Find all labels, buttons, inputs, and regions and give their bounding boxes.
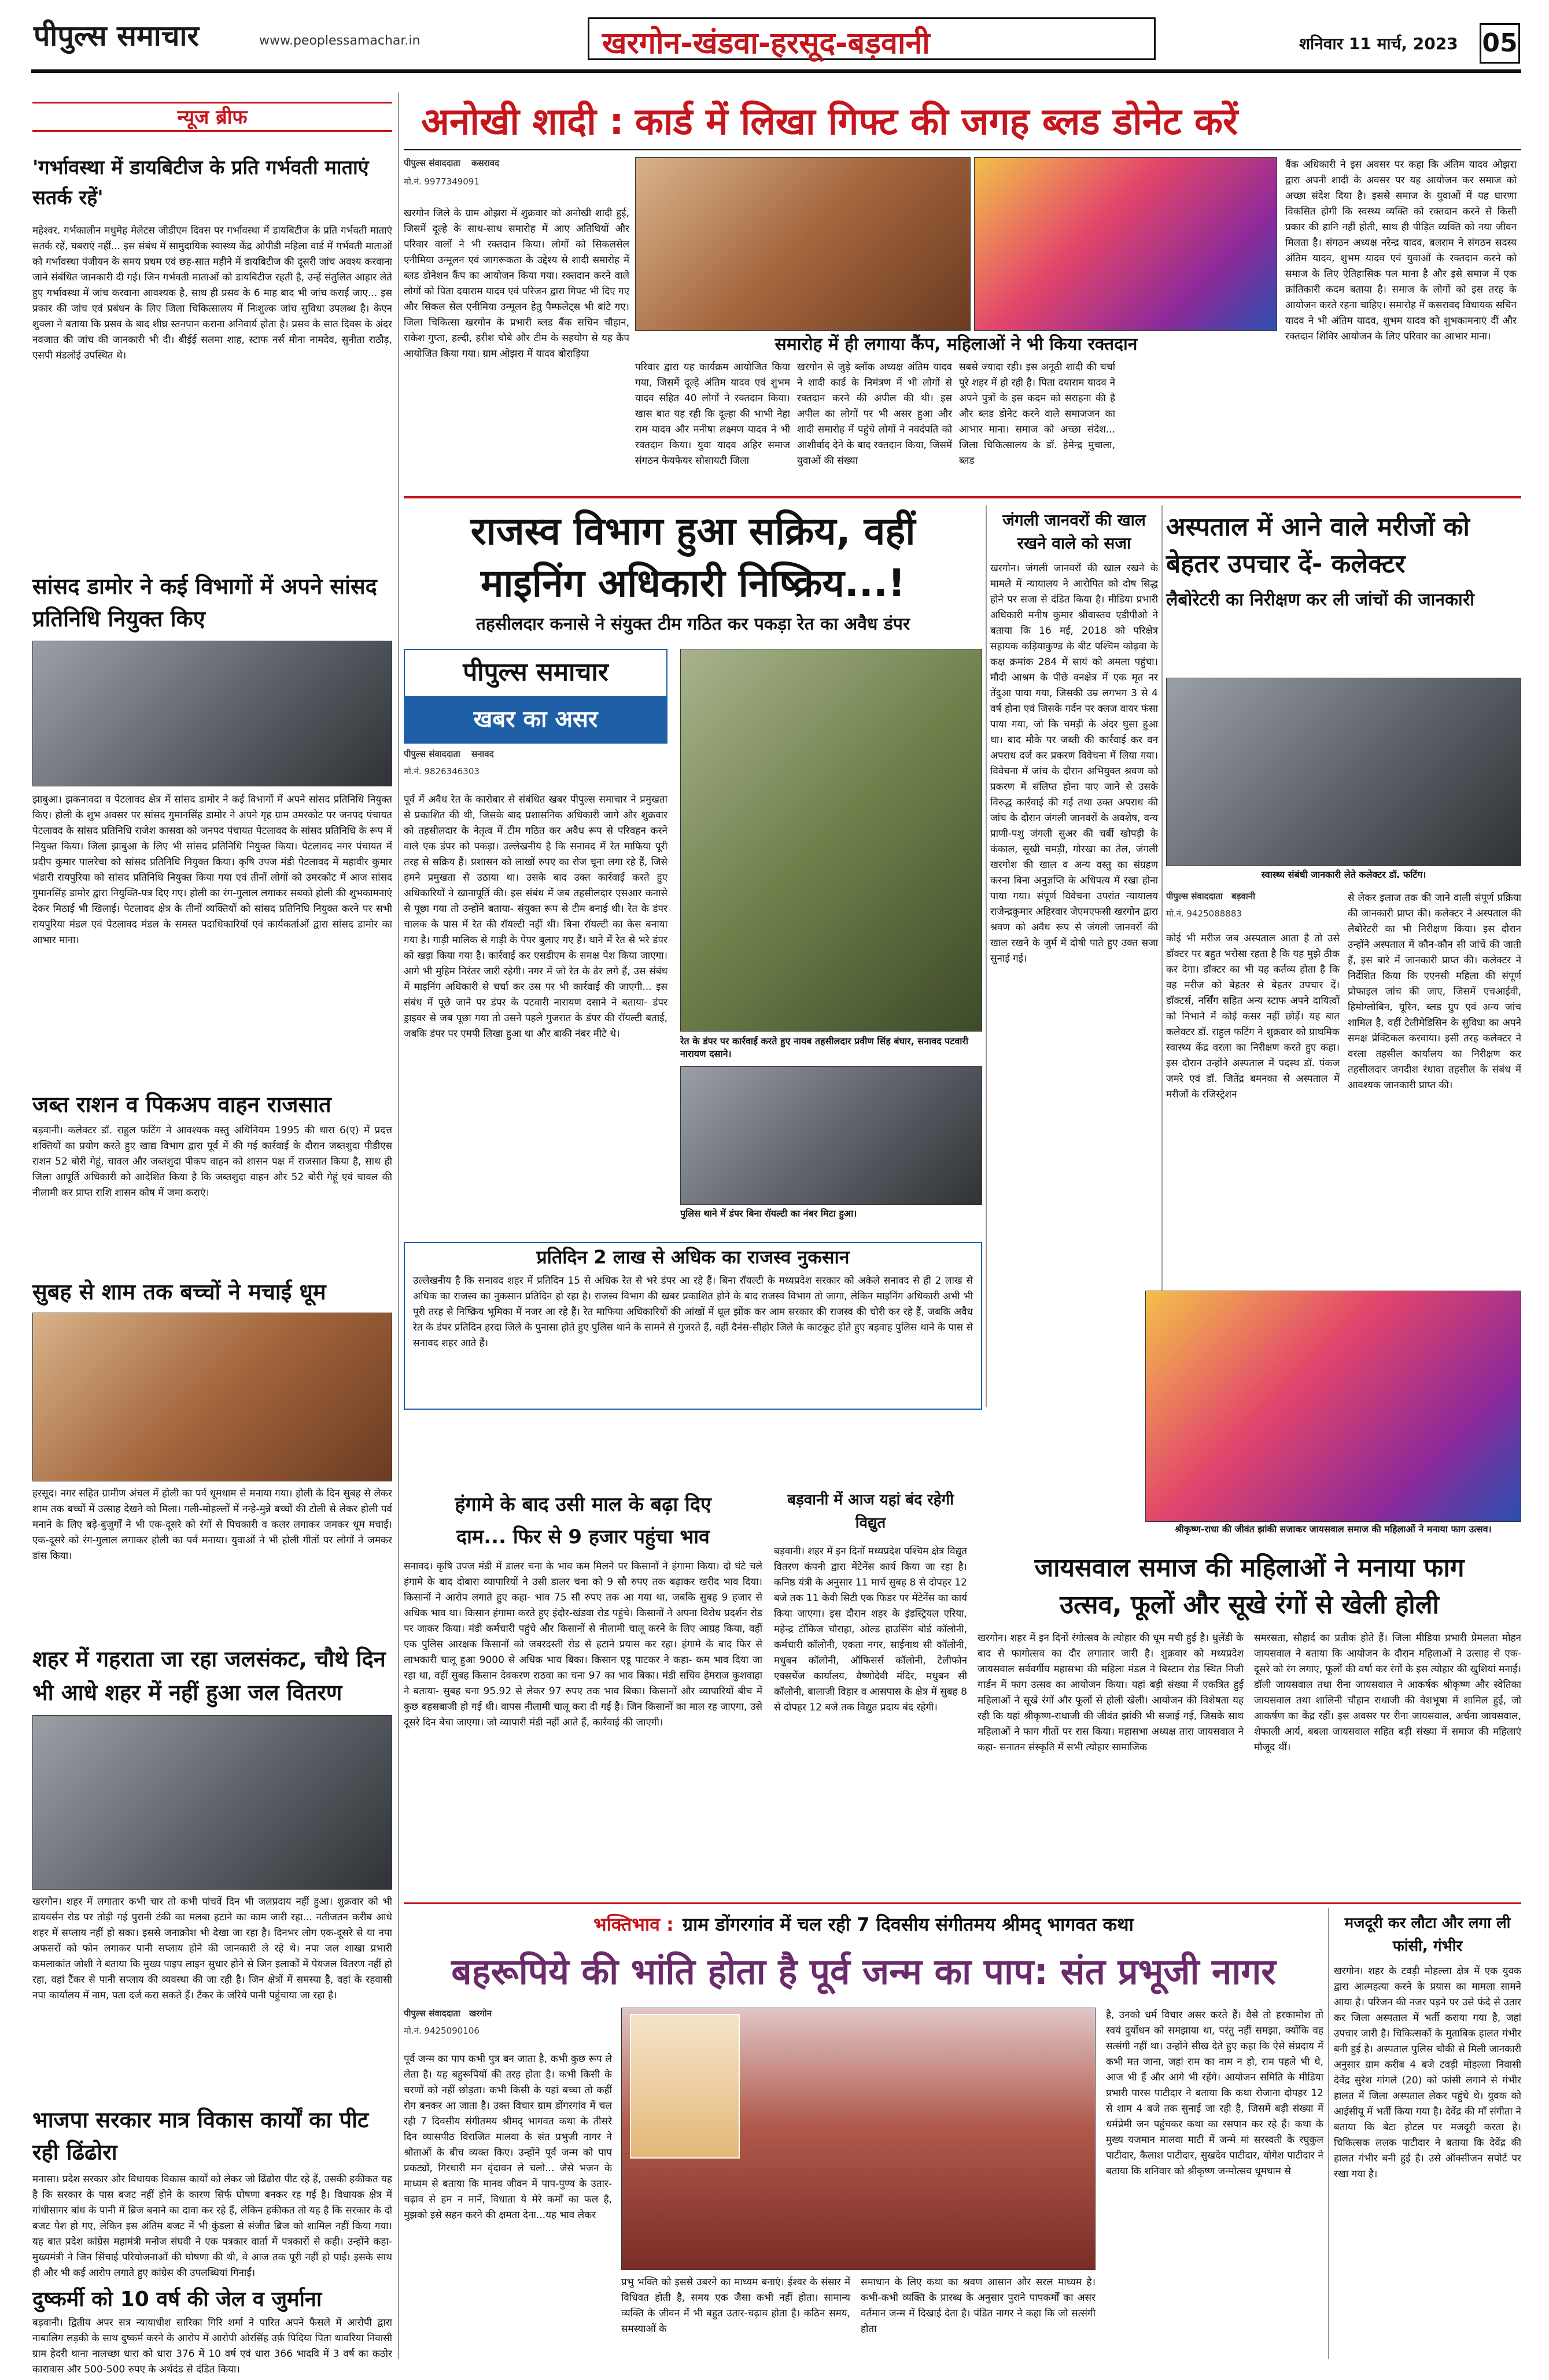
hospital-byline: पीपुल्स संवाददाता xyxy=(1166,891,1223,901)
suicide-headline: मजदूरी कर लौटा और लगा ली फांसी, गंभीर xyxy=(1344,1915,1511,1955)
issue-date: शनिवार 11 मार्च, 2023 xyxy=(1299,34,1458,53)
mp-appointment-photo xyxy=(32,641,392,786)
dumper-photo-caption: रेत के डंपर पर कार्रवाई करते हुए नायब तहसीलदार प्रवीण सिंह बंघार, सनावद पटवारी नारायण दसाने। xyxy=(680,1036,969,1059)
katha-kicker-line xyxy=(404,1912,1323,1939)
suicide-story xyxy=(1334,1908,1521,2367)
hospital-story xyxy=(1166,509,1521,1284)
lead-col5: बैंक अधिकारी ने इस अवसर पर कहा कि अंतिम यादव ओझरा द्वारा अपनी शादी के अवसर पर यह आयोजन कर समाज को अच्छा संदेश दिया है। इससे समाज के युवाओं में यह धारणा विकसित होगी कि स्वस्थ्य व्यक्ति को रक्तदान करने से किसी प्रकार की हानि नहीं होती, साथ ही पीड़ित व्यक्ति को नया जीवन मिलता है। संगठन अध्यक्ष नरेन्द्र यादव, बलराम ने संगठन सदस्य अंतिम यादव, शुभम यादव एवं युवाओं के रक्तदान करने को समाज के लिए ऐतिहासिक पल माना है और इसे समाज में एक क्रांतिकारी कदम बताया है। समाज के लोगों को इस तरह के आयोजन करते रहना चाहिए। समारोह में कसरावद विधायक सचिन यादव ने भी अंतिम यादव, शुभम यादव को शुभकामनाएं दीं और रक्तदान शिविर आयोजन के लिए परिवार का आभार माना। xyxy=(1285,159,1517,342)
hospital-place: बड़वानी xyxy=(1231,891,1255,901)
lead-headline xyxy=(421,95,1520,148)
hospital-headline: अस्पताल में आने वाले मरीजों को बेहतर उपचार दें- कलेक्टर xyxy=(1166,512,1470,579)
lead-rule xyxy=(404,149,1521,150)
mining-byline: पीपुल्स संवाददाता xyxy=(404,749,460,759)
mining-body: पूर्व में अवैध रेत के कारोबार से संबंधित खबर पीपुल्स समाचार ने प्रमुखता से प्रकाशित की थी, जिसके बाद प्रशासनिक अधिकारी जागे और शुक्रवार को तहसीलदार के नेतृत्व में टीम गठित कर अवैध रूप से परिवहन करने वाले एक डंपर को पकड़ा। उल्लेखनीय है कि सनावद में रेत माफिया पूरी तरह से सक्रिय हैं। प्रशासन को लाखों रुपए का रोज चूना लगा रहे हैं, जिसे हमने प्रमुखता से उठाया था। उसके बाद उक्त कार्रवाई करते हुए अधिकारियों ने खानापूर्ति की। इस संबंध में जब तहसीलदार एसआर कनासे से पूछा गया तो उन्होंने बताया- संयुक्त रूप से टीम बनाई थी। रेत के डंपर चालक के पास में रेत की रॉयल्टी नहीं थी। बिना रॉयल्टी का केस बनाया गया है। गाड़ी मालिक से गाड़ी के पेपर बुलाए गए हैं। थाने में रेत से भरे डंपर को खड़ा किया गया है। कार्रवाई कर एसडीएम के समक्ष पेश किया जाएगा। आगे भी मुहिम निरंतर जारी रहेगी। नगर में जो रेत के ढेर लगे हैं, उस संबंध में माइनिंग अधिकारी से चर्चा कर उस पर भी कार्रवाई की जाएगी... इस संबंध में पूछे जाने पर डंपर के पटवारी नारायण दसाने ने बताया- डंपर ड्राइवर से जब पूछा गया तो उसने पहले गुजरात के डंपर की रॉयल्टी बताई, जबकि डंपर पर एमपी लिखा हुआ था और बाकी नंबर मीटे थे। xyxy=(404,794,667,1040)
suicide-body: खरगोन। शहर के टवड़ी मोहल्ला क्षेत्र में एक युवक द्वारा आत्महत्या करने के प्रयास का मामला सामने आया है। परिजन की नजर पड़ने पर उसे फंदे से उतार कर जिला अस्पताल में भर्ती कराया गया है, जहां उपचार जारी है। चिकित्सकों के मुताबिक हालत गंभीर बनी हुई है। अस्पताल पुलिस चौकी से मिली जानकारी अनुसार ग्राम करीब 4 बजे टवड़ी मोहल्ला निवासी देवेंद्र सुरेश गांगले (20) को फांसी लगाने से गंभीर हालत में जिला अस्पताल लेकर पहुंचे थे। युवक को आईसीयू में भर्ती किया गया है। देवेंद्र की माँ संगीता ने बताया कि बेटा होटल पर मजदूरी करता है। चिकित्सक ललक पाटीदार ने बताया कि देवेंद्र की हालत गंभीर बनी हुई है। उसे ऑक्सीजन सपोर्ट पर रखा गया है। xyxy=(1334,1965,1521,2180)
power-headline: बड़वानी में आज यहां बंद रहेगी विद्युत xyxy=(787,1491,954,1532)
brief-7-body: बड़वानी। द्वितीय अपर सत्र न्यायाधीश सारिका गिरि शर्मा ने पारित अपने फैसले में आरोपी द्वारा नाबालिग लड़की के साथ दुष्कर्म करने के आरोप में आरोपी ओरसिंह उर्फ़ पिदिया पिता थावरिया निवासी ग्राम हेदरी थाना नालच्छा धारा को धारा 376 में 10 वर्ष एवं धारा 366 भादवि में 3 वर्ष का कठोर कारावास और 500-500 रुपए के अर्थदंड से दंडित किया। xyxy=(32,2317,392,2375)
logo-text: पीपुल्स समाचार xyxy=(34,19,199,53)
katha-divider xyxy=(1328,1908,1329,2359)
katha-headline: बहरूपिये की भांति होता है पूर्व जन्म का पाप: संत प्रभूजी नागर xyxy=(451,1950,1276,1993)
brief-6-title: भाजपा सरकार मात्र विकास कार्यों का पीट रही ढिंढोरा xyxy=(32,2107,369,2165)
water-crisis-photo xyxy=(32,1715,392,1890)
brief-4-body: हरसूद। नगर सहित ग्रामीण अंचल में होली का पर्व धूमधाम से मनाया गया। होली के दिन सुबह से लेकर शाम तक बच्चों में उत्साह देखने को मिला। गली-मोहल्लों में नन्हे-मुन्ने बच्चों की टोली से लेकर होली पर्व मनाने के लिए बड़े-बुजुर्गों ने भी एक-दूसरे को रंगों से पिचकारी व कलर लगाकर जमकर धूम मचाई। एक-दूसरे को रंग-गुलाल लगाकर होली का पर्व मनाया। युवाओं ने भी होली गीतों पर लोगों ने जमकर डांस किया। xyxy=(32,1488,392,1562)
lead-place: कसरावद xyxy=(471,158,499,168)
katha-col2: प्रभु भक्ति को इससे उबरने का माध्यम बनाएं। ईश्वर के संसार में विधिवत होती है, समय एक जैसा कभी नहीं होता। सामान्य व्यक्ति के जीवन में भी बहुत उतार-चढ़ाव होता है। कठिन समय, समस्याओं के xyxy=(621,2276,850,2335)
lead-byline: पीपुल्स संवाददाता xyxy=(404,158,460,168)
wild-story xyxy=(990,509,1158,1318)
katha-phone: मो.नं. 9425090106 xyxy=(404,2026,480,2036)
hospital-photo-caption: स्वास्थ्य संबंधी जानकारी लेते कलेक्टर डॉ. फटिंग। xyxy=(1261,869,1426,880)
brief-5-body: खरगोन। शहर में लगातार कभी चार तो कभी पांचवें दिन भी जलप्रदाय नहीं हुआ। शुक्रवार को भी डायवर्सन रोड पर तोड़ी गई पुरानी टंकी का मलबा हटाने का काम जारी रहा... नतीजतन करीब आधे शहर में सप्लाय नहीं हो सका। इससे जनाक्रोश भी देखा जा रहा है। दिनभर लोग एक-दूसरे से या नपा अफसरों को फोन लगाकर पानी सप्लाय होने की जानकारी ले रहे थे। नपा जल शाखा प्रभारी कमलाकांत जोशी ने बताया कि मुख्य पाइप लाइन सुधार होने से जिन इलाकों में पेयजल वितरण नहीं हो रहा, वहां टैंकर से पानी सप्लाय की व्यवस्था की जा रही है। जिन क्षेत्रों में समस्या है, वहां के रहवासी नपा कार्यालय में नाम, पता दर्ज करा सकते हैं। टैंकर के जरिये पानी पहुंचाया जा रहा है। xyxy=(32,1896,392,2001)
saint-portrait xyxy=(630,2014,740,2159)
dumper-photo xyxy=(680,649,982,1032)
lead-col1: खरगोन जिले के ग्राम ओझरा में शुक्रवार को अनोखी शादी हुई, जिसमें दूल्हे के साथ-साथ समारोह में आए अतिथियों और परिवार वालों ने भी रक्तदान किया। लोगों को सिकलसेल एनीमिया उन्मूलन एवं जागरूकता के उद्देश्य से शादी समारोह में ब्लड डोनेशन कैंप का आयोजन किया गया। रक्तदान करने वाले लोगों को पिता दयाराम यादव एवं परिजन द्वारा गिफ्ट भी दिए गए और सिकल सेल एनीमिया उन्मूलन हेतु पैम्फलेट्स भी बांटे गए। जिला चिकित्सा खरगोन के प्रभारी ब्लड बैंक सचिन चौहान, राकेश गुप्ता, हल्दी, हरीश चौबे और टीम के सहयोग से यह कैंप आयोजित किया गया। ग्राम ओझरा में यादव बोराड़िया xyxy=(404,208,629,360)
power-body: बड़वानी। शहर में इन दिनों मध्यप्रदेश पश्चिम क्षेत्र विद्युत वितरण कंपनी द्वारा मेंटेनेंस कार्य किया जा रहा है। कनिष्ठ यंत्री के अनुसार 11 मार्च सुबह 8 से दोपहर 12 बजे तक 11 केवी सिटी एक फिडर पर मेंटेनेंस का कार्य किया जाएगा। इस दौरान शहर के इंडस्ट्रियल एरिया, महेन्द्र टॉकिज चौराहा, ओल्ड हाउसिंग बोर्ड कॉलोनी, कर्मचारी कॉलोनी, एकता नगर, साईनाथ सी कॉलोनी, मधुबन कॉलोनी, ऑफिसर्स कॉलोनी, टेलीफोन एक्सचेंज कार्यालय, वैष्णोदेवी मंदिर, मधुबन सी कॉलोनी, बालाजी विहार व आसपास के क्षेत्र में सुबह 8 से दोपहर 12 बजे तक विद्युत प्रदाय बंद रहेगी। xyxy=(774,1546,967,1713)
brief-1-body: महेश्वर. गर्भकालीन मधुमेह मेलेटस जीडीएम दिवस पर गर्भावस्था में डायबिटीज के प्रति गर्भवती माताएं सतर्क रहें, घबराएं नहीं... इस संबंध में सामुदायिक स्वास्थ्य केंद्र ओपीडी महिला वार्ड में गर्भवती माताओं को गर्भावस्था पंजीयन के समय प्रथम एवं छह-सात महीने में डायबिटीज की दूसरी जांच अवश्य करवाना जाने संबंधित जानकारी दी गई। जिन गर्भवती माताओं को डायबिटीज रहती है, उन्हें संतुलित आहार लेते हुए गर्भावस्था में जांच करवाना आवश्यक है, साथ ही प्रसव के 6 माह बाद भी जांच कराई जाए... इस प्रकार की जांच एवं प्रबंधन के लिए जिला चिकित्सालय में निःशुल्क जांच सुविधा उपलब्ध है। केएन शुक्ला ने बताया कि प्रसव के बाद शीघ्र स्तनपान कराना अनिवार्य होता है। प्रसव के सात दिवस के अंदर नवजात की जांच की जानकारी भी दी। बीईई सलमा शाह, स्टाफ नर्स मीना नामदेव, सुनीता राठौड़, एसपी मंडलोई उपस्थित थे। xyxy=(32,225,392,361)
page-number: 05 xyxy=(1482,28,1518,58)
brief-column xyxy=(32,93,392,2353)
katha-col1: पूर्व जन्म का पाप कभी पुत्र बन जाता है, कभी कुछ रूप ले लेता है। यह बहुरूपियों की तरह होता है। कभी किसी के चरणों को नहीं छोड़ता। कभी किसी के यहां बच्चा तो कहीं रोग बनकर आ जाता है। उक्त विचार ग्राम डोंगरगांव में चल रही 7 दिवसीय संगीतमय श्रीमद् भागवत कथा के तीसरे दिन व्यासपीठ विराजित मालवा के संत प्रभुजी नागर ने श्रोताओं के बीच व्यक्त किए। उन्होंने पूर्व जन्म को पाप प्रकट्यों, गिरधारी मन वृंदावन ले चलो... जैसे भजन के माध्यम से बताया कि मानव जीवन में पाप-पुण्य के उतार-चढ़ाव से हम न मानें, विधाता ये मेरे कर्मों का फल है, मुझको इसे सहन करने की क्षमता देना...यह भाव लेकर xyxy=(404,2053,612,2221)
lead-byline-block xyxy=(404,157,629,198)
lead-photo-right xyxy=(974,157,1277,331)
lead-kicker: अनोखी शादी : xyxy=(421,101,624,143)
mining-subhead: तहसीलदार कनासे ने संयुक्त टीम गठित कर पकड़ा रेत का अवैध डंपर xyxy=(475,614,910,634)
brief-6-body: मनासा। प्रदेश सरकार और विधायक विकास कार्यों को लेकर जो ढिंढोरा पीट रहे हैं, उसकी हकीकत यह है कि सरकार के पास बजट नहीं होने के कारण सिर्फ घोषणा बनकर रह गई है। विधायक क्षेत्र में गांधीसागर बांध के पानी में ब्रिज बनाने का दावा कर रहे हैं, लेकिन हकीकत तो यह है कि सरकार के दो बजट पेश हो गए, लेकिन इस अंतिम बजट में भी कुंडला से संजीत ब्रिज को शामिल नहीं किया गया। यह बात प्रदेश कांग्रेस महामंत्री मनोज संघवी ने एक पत्रकार वार्ता में पत्रकारों से कही। उन्होंने कहा- मुख्यमंत्री ने जिन सिंचाई परियोजनाओं की घोषणा की थी, वे आज तक पूरी नहीं हो पाईं। इसके साथ ही और भी कई आरोप लगाते हुए कांग्रेस की उपलब्धियां गिनाईं। xyxy=(32,2174,392,2279)
katha-col4: है, उनको धर्म विचार असर करते हैं। वैसे तो हरकामोश तो स्वयं दुर्योधन को समझाया था, परंतु नहीं समझा, क्योंकि वह सत्संगी नहीं था। उन्होंने सीख देते हुए कहा कि ऐसे संप्रदाय में कभी मत जाना, जहां राम का नाम न हो, राम पहले भी थे, आज भी हैं और आगे भी रहेंगे। आयोजन समिति के मीडिया प्रभारी पारस पाटीदार ने बताया कि कथा रोजाना दोपहर 12 से शाम 4 बजे तक सुनाई जा रही है, जिसमें बड़ी संख्या में धर्मप्रेमी जन पहुंचकर कथा का रसपान कर रहे हैं। कथा के मुख्य यजमान मालवा माटी में जन्मे मां सरस्वती के रघुकुल पाटीदार, कैलाश पाटीदार, सुखदेव पाटीदार, योगेश पाटीदार ने बताया कि शनिवार को श्रीकृष्ण जन्मोत्सव धूमधाम से xyxy=(1106,2009,1323,2177)
brief-3-body: बड़वानी। कलेक्टर डॉ. राहुल फटिंग ने आवश्यक वस्तु अधिनियम 1995 की धारा 6(ए) में प्रदत्त शक्तियों का प्रयोग करते हुए खाद्य विभाग द्वारा पूर्व में की गई कार्रवाई के दौरान जब्तशुदा पीडीएस राशन 52 बोरी गेहूं, चावल और जब्तशुदा पीकप वाहन को शासन पक्ष में राजसात किया है, साथ ही जिला आपूर्ति अधिकारी को आदेशित किया है कि जब्तशुदा वाहन और 52 बोरी गेहूं एवं चावल की नीलामी कर प्राप्त राशि शासन कोष में जमा कराएं। xyxy=(32,1125,392,1199)
jaiswal-headline-2: उत्सव, फूलों और सूखे रंगों से खेली होली xyxy=(1060,1590,1439,1620)
katha-byline: पीपुल्स संवाददाता xyxy=(404,2008,460,2019)
lead-caption-text: समारोह में ही लगाया कैंप, महिलाओं ने भी किया रक्तदान xyxy=(774,334,1138,354)
katha-kicker: भक्तिभाव : xyxy=(593,1913,674,1935)
brief-2-title: सांसद डामोर ने कई विभागों में अपने सांसद प्रतिनिधि नियुक्त किए xyxy=(32,574,377,631)
impact-box xyxy=(404,649,667,744)
wild-headline: जंगली जानवरों की खाल रखने वाले को सजा xyxy=(1002,511,1146,553)
mining-phone: मो.नं. 9826346303 xyxy=(404,766,480,777)
revenue-loss-box xyxy=(404,1242,982,1410)
price-story xyxy=(404,1488,762,1882)
impact-label: खबर का असर xyxy=(405,696,666,742)
katha-col3: समाधान के लिए कथा का श्रवण आसान और सरल माध्यम है। कभी-कभी व्यक्ति के प्रारब्ध के अनुसार पुराने पापकर्मों का असर वर्तमान जन्म में दिखाई देता है। पंडित नागर ने कहा कि जो सत्संगी होता xyxy=(861,2276,1096,2335)
lead-photo-caption xyxy=(635,332,1277,357)
brief-2-body: झाबुआ। झकनावदा व पेटलावद क्षेत्र में सांसद डामोर ने कई विभागों में अपने सांसद प्रतिनिधि नियुक्त किए। होली के शुभ अवसर पर सांसद गुमानसिंह डामोर ने अपने गृह ग्राम उमरकोट पर जनपद पंचायत पेटलावद के सांसद प्रतिनिधि राजेश कासवा को जनपद पंचायत पेटलावद के सांसद प्रतिनिधि के रूप में नियुक्त किया। जिला झाबुआ के लिए भी सांसद प्रतिनिधि नियुक्त किया। पेटलावद नगर पंचायत में प्रदीप कुमार पालरेचा को सांसद प्रतिनिधि नियुक्त किया। कृषि उपज मंडी पेटलावद में महावीर कुमार भंडारी रायपुरिया को सांसद प्रतिनिधि नियुक्त किया गया एवं तीनों लोगों को उमरकोट में आज सांसद गुमानसिंह डामोर द्वारा नियुक्ति-पत्र दिए गए। होली का रंग-गुलाल लगाकर सबको होली की शुभकामनाएं देकर मिठाई भी खिलाई। पेटलावद क्षेत्र के तीनों व्यक्तियों को सांसद प्रतिनिधि नियुक्त करने पर सभी रायपुरिया मंडल एवं पेटलावद मंडल के समस्त पदाधिकारियों एवं कार्यकर्ताओं द्वारा सांसद डामोर का आभार माना। xyxy=(32,794,392,946)
brief-3-title: जब्त राशन व पिकअप वाहन राजसात xyxy=(32,1092,331,1117)
masthead-logo xyxy=(34,13,253,53)
mining-divider xyxy=(986,505,987,1407)
hospital-subhead: लैबोरेटरी का निरीक्षण कर ली जांचों की जानकारी xyxy=(1166,590,1474,610)
katha-top-rule xyxy=(404,1902,1521,1904)
katha-place: खरगोन xyxy=(469,2008,492,2019)
brief-7 xyxy=(32,2285,392,2375)
jaiswal-headline-1: जायसवाल समाज की महिलाओं ने मनाया फाग xyxy=(1034,1553,1465,1583)
katha-story xyxy=(404,1908,1323,2367)
police-station-photo xyxy=(680,1066,982,1205)
page-number-box xyxy=(1480,23,1520,64)
impact-logo: पीपुल्स समाचार xyxy=(463,657,608,687)
katha-kicker-text: ग्राम डोंगरगांव में चल रही 7 दिवसीय संगीतमय श्रीमद् भागवत कथा xyxy=(682,1913,1134,1935)
wild-body: खरगोन। जंगली जानवरों की खाल रखने के मामले में न्यायालय ने आरोपित को दोष सिद्ध होने पर सजा से दंडित किया है। मीडिया प्रभारी अधिकारी मनीष कुमार श्रीवास्तव एडीपीओ ने बताया कि 16 मई, 2018 को परिक्षेत्र सहायक कड़ियाकुण्ड के बीट पश्चिम कोढ़वा के कक्ष क्रमांक 284 में सायं को अमला पहुंचा। मौदी आश्रम के पीछे वनक्षेत्र में एक मृत नर तेंदुआ पाया गया, जिसकी उम्र लगभग 3 से 4 वर्ष होना एवं जिसके गर्दन पर क्लज वायर फंसा पाया गया, जो कि चमड़ी के अंदर घुसा हुआ था। बाद मौके पर जब्ती की कार्रवाई कर वन अपराध दर्ज कर प्रकरण विवेचना में लिया गया। विवेचना में जांच के दौरान अभियुक्त श्रवण को प्रकरण में संलिप्त होना पाए जाने से उसके विरुद्ध कार्रवाई की गई तथा उक्त अपराध की जांच के दौरान जंगली जानवरों के अवशेष, वन्य प्राणी-पशु जंगली सुअर की चर्बी खोपड़ी के कंकाल, सूखी चमड़ी, गोरखा का तेल, जंगली खरगोश की खाल व अन्य वस्तु का संग्रहण करना बिना अनुज्ञप्ति के अधिपत्य में रखा होना पाया गया। संपूर्ण विवेचना उपरांत न्यायालय राजेन्द्रकुमार अहिरवार जेएमएफसी खरगोन द्वारा श्रवण को अवैध रूप से जंगली जानवरों की खाल रखने के जुर्म में दोषी पाते हुए उक्त सजा सुनाई गई। xyxy=(990,563,1158,964)
brief-5-title: शहर में गहराता जा रहा जलसंकट, चौथे दिन भी आधे शहर में नहीं हुआ जल वितरण xyxy=(32,1646,386,1705)
lead-bottom-rule xyxy=(404,496,1521,498)
jaiswal-photo-caption: श्रीकृष्ण-राधा की जीवंत झांकी सजाकर जायसवाल समाज की महिलाओं ने मनाया फाग उत्सव। xyxy=(1175,1524,1492,1535)
lead-story xyxy=(404,93,1521,467)
brief-1-title: 'गर्भावस्था में डायबिटीज के प्रति गर्भवती माताएं सतर्क रहें' xyxy=(32,156,369,209)
lead-phone: मो.नं. 9977349091 xyxy=(404,176,480,187)
price-body: सनावद। कृषि उपज मंडी में डालर चना के भाव कम मिलने पर किसानों ने हंगामा किया। दो घंटे चले हंगामे के बाद दोबारा व्यापारियों ने उसी डालर चना को 9 सौ रुपए तक बढ़ाकर खरीद भाव दिया। किसानों ने आरोप लगाते हुए कहा- भाव 75 सौ रुपए तक आ गया था, जबकि सुबह 9 हजार से अधिक भाव था। किसान हंगामा करते हुए इंदौर-खंडवा रोड पहुंचे। किसानों ने अपना विरोध प्रदर्शन रोड पर जाकर किया। मंडी कर्मचारी पहुंचे और किसानों से नीलामी चालू करने के लिए आग्रह किया, वहीं एक पुलिस आरक्षक किसानों को जबरदस्ती रोड से हटाने प्रयास कर रहा। हंगामे के बाद फिर से लाभकारी चालू हुआ 9000 से अधिक भाव बिका। किसान एडू पाटकर ने कहा- कम भाव दिया जा रहा था, वहीं सुबह किसान देवकरण राठवा का चना 97 का भाव बिका। मंडी सचिव हेमराज कुशवाहा ने बताया- सुबह चना 95.92 से लेकर 97 रुपए तक भाव बिका। किसानों और व्यापारियों बीच में कुछ बहसबाजी हो गई थी। वापस नीलामी चालू करा दी गई है। जिन किसानों का माल रह जाएगा, उसे दूसरे दिन बेचा जाएगा। जो व्यापारी मंडी नहीं आते हैं, कार्रवाई की जाएगी। xyxy=(404,1561,762,1728)
brief-header xyxy=(32,102,392,132)
edition-banner xyxy=(588,17,1156,60)
revenue-box-title: प्रतिदिन 2 लाख से अधिक का राजस्व नुकसान xyxy=(405,1243,981,1271)
jaiswal-story xyxy=(978,1550,1521,1908)
lead-col2: परिवार द्वारा यह कार्यक्रम आयोजित किया गया, जिसमें दूल्हे अंतिम यादव एवं शुभम यादव सहित 40 लोगों ने रक्तदान किया। खास बात यह रही कि दूल्हा की भाभी नेहा राम यादव और मनीषा लक्ष्मण यादव ने भी रक्तदान किया। युवा यादव अहिर समाज संगठन फेयफेयर सोसायटी जिला xyxy=(635,361,790,467)
mining-headline-1: राजस्व विभाग हुआ सक्रिय, वहीं xyxy=(470,509,916,553)
hospital-col1: कोई भी मरीज जब अस्पताल आता है तो उसे डॉक्टर पर बहुत भरोसा रहता है कि यह मुझे ठीक कर देगा। डॉक्टर का भी यह कर्तव्य होता है कि वह मरीज को बेहतर से बेहतर उपचार दें। डॉक्टर्स, नर्सिंग सहित अन्य स्टाफ अपने दायित्वों को निभाने में कोई कसर नहीं छोड़ें। यह बात कलेक्टर डॉ. राहुल फटिंग ने शुक्रवार को प्राथमिक स्वास्थ्य केंद्र वरला का निरीक्षण करते हुए कहा। इस दौरान उन्होंने अस्पताल में पदस्थ डॉ. पंकज जमरे एवं डॉ. जितेंद्र बमनका से अस्पताल में मरीजों के रजिस्ट्रेशन xyxy=(1166,933,1340,1100)
column-divider xyxy=(398,93,399,2359)
price-headline-2: दाम... फिर से 9 हजार पहुंचा भाव xyxy=(456,1525,710,1549)
edition-title: खरगोन-खंडवा-हरसूद-बड़वानी xyxy=(602,26,930,61)
masthead-url: www.peoplessamachar.in xyxy=(259,34,421,48)
lead-col3: खरगोन से जुड़े ब्लॉक अध्यक्ष अंतिम यादव ने शादी कार्ड के निमंत्रण में भी लोगों से रक्तदान करने की अपील की थी। इस अपील का लोगों पर भी असर हुआ और शादी समारोह में पहुंचे लोगों ने नवदंपति को आशीर्वाद देने के बाद रक्तदान किया, जिसमें युवाओं की संख्या xyxy=(797,361,952,467)
police-photo-caption: पुलिस थाने में डंपर बिना रॉयल्टी का नंबर मिटा हुआ। xyxy=(680,1208,857,1219)
mining-story xyxy=(404,505,982,1465)
holi-children-photo xyxy=(32,1313,392,1481)
lead-photo-left xyxy=(635,157,971,331)
jaiswal-photo xyxy=(1145,1291,1521,1522)
power-story xyxy=(774,1488,967,1882)
katha-byline-block xyxy=(404,2008,612,2048)
jaiswal-col1: खरगोन। शहर में इन दिनों रंगोत्सव के त्योहार की धूम मची हुई है। धुलेंडी के बाद से फागोत्सव का दौर लगातार जारी है। शुक्रवार को मध्यप्रदेश जायसवाल सर्ववर्गीय महासभा की महिला मंडल ने बिस्टान रोड स्थित निजी गार्डन में फाग उत्सव का आयोजन किया। यहां बड़ी संख्या में एकत्रित हुई महिलाओं ने सूखे रंगों और फूलों से होली खेली। आयोजन की विशेषता यह रही कि यहां श्रीकृष्ण-राधाजी की जीवंत झांकी भी सजाई गई, जिसके साथ महिलाओं ने फाग गीतों पर रास किया। महासभा अध्यक्ष तारा जायसवाल ने कहा- सनातन संस्कृति में सभी त्योहार सामाजिक xyxy=(978,1632,1244,1753)
revenue-box-text: उल्लेखनीय है कि सनावद शहर में प्रतिदिन 15 से अधिक रेत से भरे डंपर आ रहे हैं। बिना रॉयल्टी के मध्यप्रदेश सरकार को अकेले सनावद से ही 2 लाख से अधिक का राजस्व का नुकसान प्रतिदिन हो रहा है। राजस्व विभाग की खबर प्रकाशित होने के बाद राजस्व विभाग तो जागा, लेकिन माइनिंग अधिकारी अभी भी पूरी तरह से निष्क्रिय भूमिका में नजर आ रहे हैं। रेत माफिया अधिकारियों की आंखों में धूल झोंक कर आम सरकार की राजस्व की चोरी कर रहे हैं, जबकि अवैध रेत के डंपर प्रतिदिन हरदा जिले के पुनासा होते हुए पुलिस थाने के सामने से गुजरते हैं, वहीं दैनंस-सीहोर जिले के काटकूट होते हुए बड़वाह पुलिस थाने के पास से सनावद शहर आते हैं। xyxy=(413,1275,973,1349)
lead-col4: सबसे ज्यादा रही। इस अनूठी शादी की चर्चा पूरे शहर में हो रही है। पिता दयाराम यादव ने अपने पुत्रों के इस कदम को सराहना की है और ब्लड डोनेट करने वाले समाजजन का आभार माना। समाज को अच्छा संदेश... जिला चिकित्सालय के डॉ. हेमेन्द्र मुचाला, ब्लड xyxy=(959,361,1115,467)
hospital-photo xyxy=(1166,678,1521,866)
masthead-rule xyxy=(31,69,1521,73)
brief-7-headline: दुष्कर्मी को 10 वर्ष की जेल व जुर्माना xyxy=(32,2287,322,2311)
mining-place: सनावद xyxy=(471,749,494,759)
price-headline-1: हंगामे के बाद उसी माल के बढ़ा दिए xyxy=(455,1493,711,1516)
brief-4-title: सुबह से शाम तक बच्चों ने मचाई धूम xyxy=(32,1279,326,1304)
mining-byline-block xyxy=(404,748,667,789)
wild-divider xyxy=(1161,505,1163,1292)
jaiswal-col2: समरसता, सौहार्द का प्रतीक होते हैं। जिला मीडिया प्रभारी प्रेमलता मोहन जायसवाल ने बताया कि आयोजन के दौरान महिलाओं ने उत्साह से एक-दूसरे को रंग लगाए, फूलों की वर्षा कर रंगों के इस त्योहार की खुशियां मनाईं। डॉली जायसवाल तथा रीना जायसवाल ने आकर्षक श्रीकृष्ण और स्वेतिका जायसवाल तथा शालिनी चौहान राधाजी की वेशभूषा में शामिल हुईं, जो आकर्षण का केंद्र रहीं। इस अवसर पर रीना जायसवाल, अर्चना जायसवाल, शेफाली आर्य, बबला जायसवाल सहित बड़ी संख्या में समाज की महिलाएं मौजूद थीं। xyxy=(1254,1632,1521,1753)
hospital-phone: मो.नं. 9425088883 xyxy=(1166,908,1242,919)
katha-photo xyxy=(621,2008,1096,2270)
mining-headline-2: माइनिंग अधिकारी निष्क्रिय...! xyxy=(480,561,906,605)
lead-headline-text: कार्ड में लिखा गिफ्ट की जगह ब्लड डोनेट करें xyxy=(635,101,1238,143)
masthead xyxy=(0,0,1549,68)
hospital-col2: से लेकर इलाज तक की जाने वाली संपूर्ण प्रक्रिया की जानकारी प्राप्त की। कलेक्टर ने अस्पताल की लैबोरेटरी का भी निरीक्षण किया। इस दौरान उन्होंने अस्पताल में कौन-कौन सी जांचें की जाती हैं, इस बारे में जानकारी प्राप्त की। कलेक्टर ने निर्देशित किया कि एएनसी महिला की संपूर्ण प्रोफाइल जांच की जाए, जिसमें एचआईवी, हिमोग्लोबिन, यूरिन, ब्लड ग्रुप एवं अन्य जांच शामिल है, वहीं टेलीमेडिसिन के सुविधा का अपने समक्ष प्रेक्टिकल करवाया। इसी तरह कलेक्टर ने वरला तहसील कार्यालय का निरीक्षण कर तहसीलदार जगदीश रंधावा तहसील के संबंध में आवश्यक जानकारी प्राप्त की। xyxy=(1348,892,1521,1091)
hospital-byline-block xyxy=(1166,890,1340,931)
brief-title: न्यूज ब्रीफ xyxy=(177,106,248,129)
